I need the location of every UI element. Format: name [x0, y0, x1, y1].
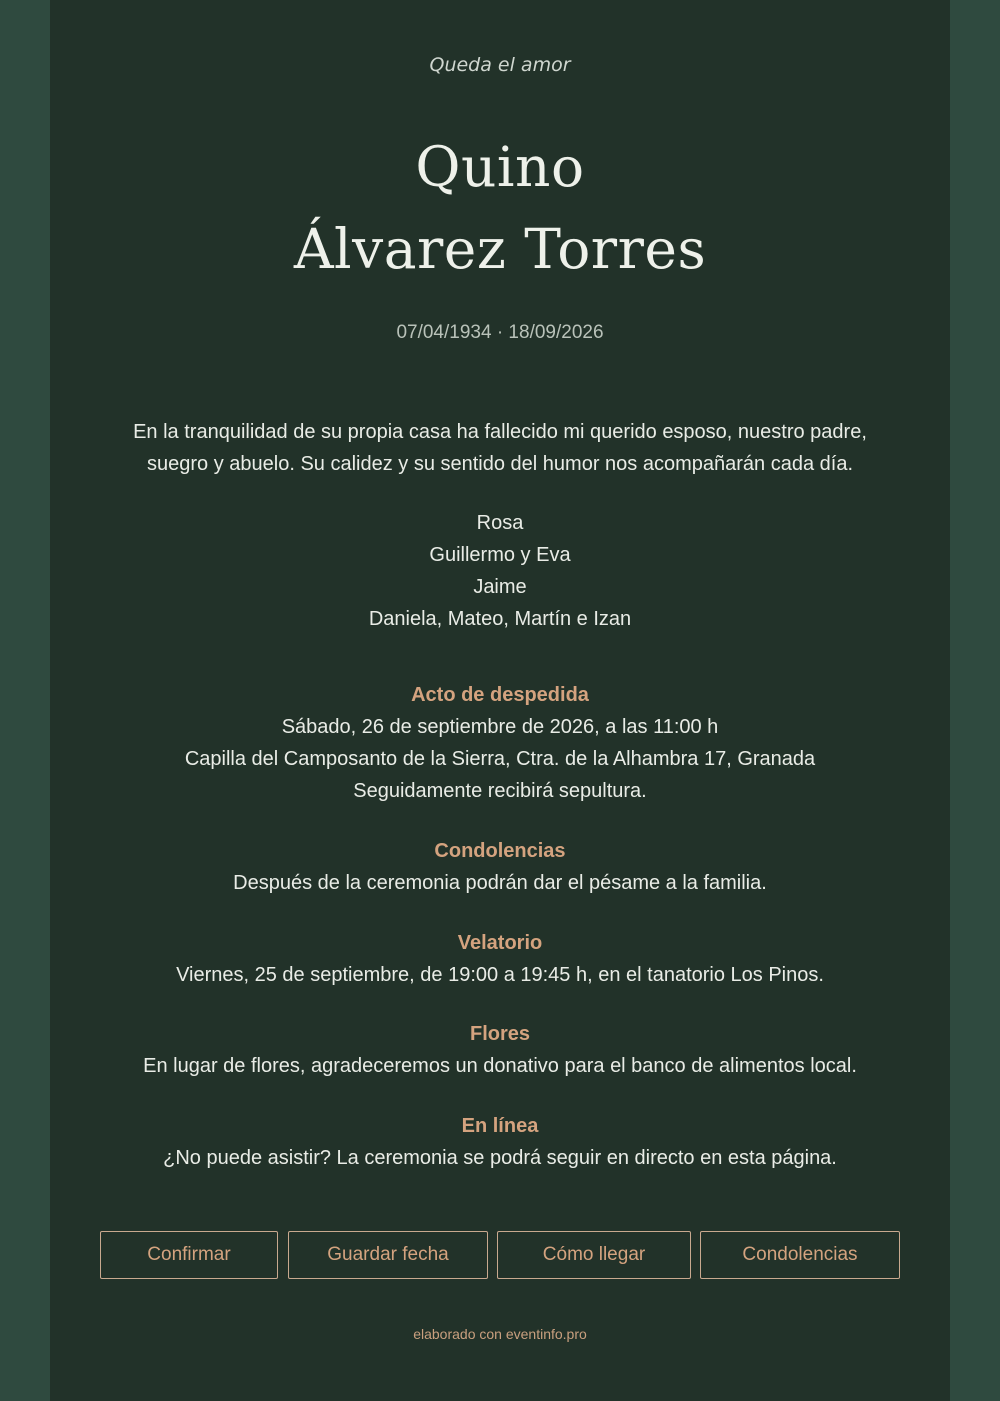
- confirm-button[interactable]: Confirmar: [100, 1231, 278, 1279]
- flowers-section: [50, 1018, 950, 1082]
- eyebrow-text: Queda el amor: [429, 54, 571, 76]
- save-date-button[interactable]: Guardar fecha: [288, 1231, 488, 1279]
- family-list: [50, 507, 950, 635]
- life-dates: 07/04/1934 · 18/09/2026: [396, 322, 604, 343]
- deceased-name: [50, 126, 950, 290]
- family-member: Rosa: [476, 512, 524, 534]
- intro-paragraph: [110, 416, 890, 480]
- section-line: En lugar de flores, agradeceremos un donativo para el banco de alimentos local.: [143, 1055, 857, 1077]
- condolences-button[interactable]: Condolencias: [700, 1231, 900, 1279]
- intro-line: En la tranquilidad de su propia casa ha fallecido mi querido esposo, nuestro padre,: [133, 421, 867, 443]
- section-line: Viernes, 25 de septiembre, de 19:00 a 19:45 h, en el tanatorio Los Pinos.: [176, 964, 824, 986]
- section-heading: En línea: [461, 1115, 539, 1137]
- action-buttons: [50, 1231, 950, 1279]
- section-heading: Acto de despedida: [411, 684, 589, 706]
- intro-line: suegro y abuelo. Su calidez y su sentido del humor nos acompañarán cada día.: [147, 453, 853, 475]
- ceremony-section: [50, 679, 950, 807]
- footer-credit-link[interactable]: elaborado con eventinfo.pro: [413, 1326, 587, 1342]
- section-heading: Condolencias: [434, 840, 566, 862]
- family-member: Daniela, Mateo, Martín e Izan: [368, 608, 632, 630]
- obituary-card: [50, 0, 950, 1401]
- section-line: Capilla del Camposanto de la Sierra, Ctra. de la Alhambra 17, Granada: [184, 748, 816, 770]
- section-line: Sábado, 26 de septiembre de 2026, a las 11:00 h: [281, 716, 719, 738]
- section-heading: Velatorio: [457, 932, 543, 954]
- section-line: Después de la ceremonia podrán dar el pésame a la familia.: [233, 872, 767, 894]
- directions-button[interactable]: Cómo llegar: [497, 1231, 691, 1279]
- name-second-line: Álvarez Torres: [293, 217, 707, 281]
- section-heading: Flores: [469, 1023, 531, 1045]
- wake-section: [50, 927, 950, 991]
- section-line: Seguidamente recibirá sepultura.: [353, 780, 647, 802]
- family-member: Jaime: [473, 576, 527, 598]
- online-section: [50, 1110, 950, 1174]
- section-line: ¿No puede asistir? La ceremonia se podrá seguir en directo en esta página.: [163, 1147, 837, 1169]
- condolences-section: [50, 835, 950, 899]
- family-member: Guillermo y Eva: [429, 544, 571, 566]
- name-first-line: Quino: [415, 135, 585, 199]
